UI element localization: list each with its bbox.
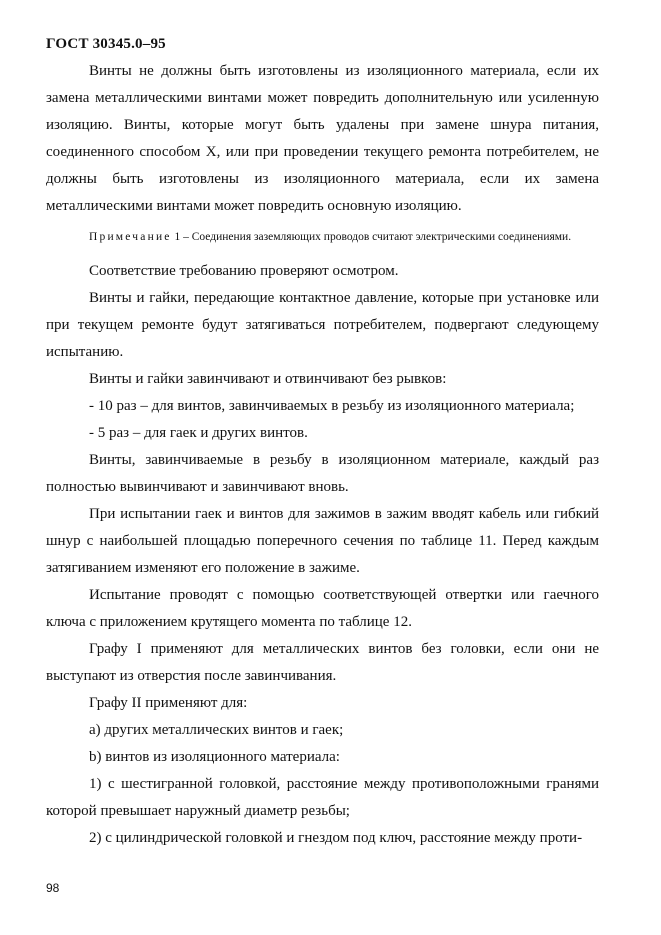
paragraph-fully-unscrewed: Винты, завинчиваемые в резьбу в изоляционном материале, каждый раз полностью вывинчивают и завинчивают вновь. [46, 452, 599, 495]
list-item-b1: 1) с шестигранной головкой, расстояние между противоположными гранями которой превышает наружный диаметр резьбы; [46, 776, 599, 819]
list-item-b: b) винтов из изоляционного материала: [89, 749, 340, 765]
paragraph-terminal-test: При испытании гаек и винтов для зажимов в зажим вводят кабель или гибкий шнур с наибольшей площадью поперечного сечения по таблице 11. Перед каждым затягиванием изменяют его положение в зажиме. [46, 506, 599, 576]
document-header: ГОСТ 30345.0–95 [46, 36, 166, 52]
list-item-5-times: - 5 раз – для гаек и других винтов. [89, 425, 308, 441]
paragraph-column-1: Графу I применяют для металлических винтов без головки, если они не выступают из отверстия после завинчивания. [46, 641, 599, 684]
paragraph-screws-insulation: Винты не должны быть изготовлены из изоляционного материала, если их замена металлическими винтами может повредить дополнительную или усиленную изоляцию. Винты, которые могут быть удалены при замене шнура питания, соединенного способом X, или при проведении текущего ремонта потребителем, не должны быть изготовлены из изоляционного материала, если их замена металлическими винтами может повредить основную изоляцию. [46, 63, 599, 214]
document-body [46, 58, 599, 852]
list-item-b2: 2) с цилиндрической головкой и гнездом под ключ, расстояние между проти- [89, 830, 583, 846]
paragraph-tighten-loosen: Винты и гайки завинчивают и отвинчивают без рывков: [89, 371, 447, 387]
note-text: 1 – Соединения заземляющих проводов считают электрическими соединениями. [171, 231, 572, 243]
paragraph-column-2: Графу II применяют для: [89, 695, 248, 711]
list-item-a: а) других металлических винтов и гаек; [89, 722, 344, 738]
page-number: 98 [46, 881, 60, 895]
paragraph-torque: Испытание проводят с помощью соответствующей отвертки или гаечного ключа с приложением крутящего момента по таблице 12. [46, 587, 599, 630]
note-lead: Примечание [89, 231, 172, 243]
paragraph-contact-pressure: Винты и гайки, передающие контактное давление, которые при установке или при текущем ремонте будут затягиваться потребителем, подвергают следующему испытанию. [46, 290, 599, 360]
paragraph-inspection: Соответствие требованию проверяют осмотром. [89, 263, 399, 279]
note-grounding [46, 230, 599, 244]
list-item-10-times: - 10 раз – для винтов, завинчиваемых в резьбу из изоляционного материала; [89, 398, 575, 414]
